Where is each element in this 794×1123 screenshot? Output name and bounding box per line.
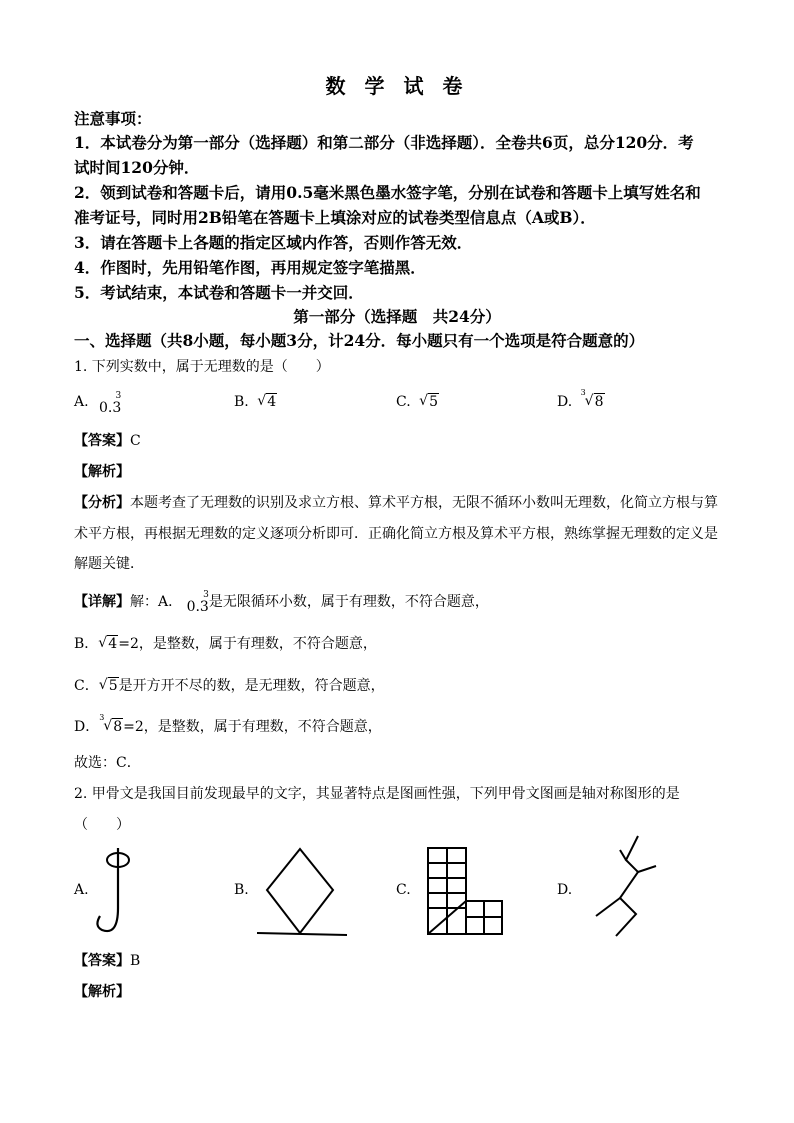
q1-detail-a <box>74 590 489 615</box>
notice-item: 1．本试卷分为第一部分（选择题）和第二部分（非选择题）．全卷共6页，总分120分．考 <box>74 133 694 152</box>
question-2-stem: 2. 甲骨文是我国目前发现最早的文字，其显著特点是图画性强，下列甲骨文图画是轴对称图形的是 <box>74 786 680 802</box>
notice-item: 3．请在答题卡上各题的指定区域内作答，否则作答无效． <box>74 233 473 252</box>
radicand: 8 <box>113 719 123 735</box>
q2-option-d-label: D. <box>557 882 573 898</box>
question-2-stem: （ ） <box>74 817 130 833</box>
radicand: 5 <box>429 394 439 410</box>
option-label: D. <box>557 394 573 410</box>
option-label: B. <box>234 394 249 410</box>
detail-intro: 解：A． <box>130 594 183 610</box>
q1-conclusion: 故选：C． <box>74 755 141 771</box>
notice-item: 2．领到试卷和答题卡后，请用0.5毫米黑色墨水签字笔，分别在试卷和答题卡上填写姓名和 <box>74 183 701 202</box>
q2-option-c-figure <box>424 845 506 940</box>
cube-root-expression: 3 √ 8 <box>99 713 123 735</box>
radicand: 8 <box>594 394 604 410</box>
detail-text: 是无限循环小数，属于有理数，不符合题意， <box>208 594 489 610</box>
q1-analysis-tag: 【解析】 <box>74 464 130 480</box>
q1-option-b <box>234 394 277 410</box>
radicand: 4 <box>267 394 277 410</box>
question-1-stem: 1. 下列实数中，属于无理数的是（ ） <box>74 359 330 375</box>
q1-option-a <box>74 391 122 416</box>
q1-fenxi-line: 解题关键． <box>74 556 144 572</box>
q1-detail-d <box>74 713 382 736</box>
oracle-diamond <box>267 849 333 933</box>
notice-item: 准考证号，同时用2B铅笔在答题卡上填涂对应的试卷类型信息点（A或B）． <box>74 208 596 227</box>
repeat-dot: 3 <box>115 391 122 401</box>
part-one-title: 第一部分（选择题 共24分） <box>293 307 501 326</box>
sqrt-expression: √ 5 <box>98 677 118 694</box>
sqrt-expression: √ 5 <box>419 393 439 410</box>
q1-detail-c <box>74 675 385 695</box>
fenxi-tag: 【分析】 <box>74 495 130 511</box>
q2-answer <box>74 950 140 970</box>
option-label: C. <box>396 394 411 410</box>
detail-label: B． <box>74 636 99 652</box>
detail-label: C． <box>74 678 99 694</box>
root-index: 3 <box>580 388 586 397</box>
answer-value: B <box>130 953 141 969</box>
q1-detail-b <box>74 633 377 653</box>
decimal-value: 0.3 <box>99 400 122 416</box>
oracle-baseline <box>257 933 347 935</box>
detail-text: =2，是整数，属于有理数，不符合题意， <box>118 636 377 652</box>
q2-analysis-tag: 【解析】 <box>74 984 130 1000</box>
radicand: 5 <box>108 678 118 694</box>
notice-heading: 注意事项： <box>74 109 152 128</box>
q2-option-b-label: B. <box>234 882 249 898</box>
detail-text: 是开方开不尽的数，是无理数，符合题意， <box>118 678 385 694</box>
oracle-stroke <box>620 850 626 860</box>
q1-answer <box>74 430 141 450</box>
decimal-value: 0.3 <box>186 599 209 615</box>
repeat-dot: 3 <box>203 590 209 600</box>
page-title: 数 学 试 卷 <box>325 74 469 98</box>
q2-option-d-figure <box>590 832 665 942</box>
answer-tag: 【答案】 <box>74 433 130 449</box>
q2-option-a-label: A. <box>74 882 89 898</box>
cube-root-expression: 3 √ 8 <box>580 388 604 410</box>
option-label: A. <box>74 394 89 410</box>
repeating-decimal <box>186 590 209 615</box>
detail-tag: 【详解】 <box>74 594 130 610</box>
oracle-zigzag <box>616 836 638 936</box>
q2-option-b-figure <box>255 845 350 940</box>
q2-option-a-figure <box>96 842 146 942</box>
notice-item: 试时间120分钟． <box>74 158 200 177</box>
oracle-stroke <box>596 898 620 916</box>
repeating-decimal <box>99 391 122 416</box>
q1-option-d <box>557 388 605 410</box>
answer-tag: 【答案】 <box>74 953 130 969</box>
notice-item: 5．考试结束，本试卷和答题卡一并交回． <box>74 283 364 302</box>
sqrt-expression: √ 4 <box>98 635 118 652</box>
section-one-title: 一、选择题（共8小题，每小题3分，计24分．每小题只有一个选项是符合题意的） <box>74 331 645 350</box>
q1-fenxi-line: 术平方根，再根据无理数的定义逐项分析即可．正确化简立方根及算术平方根，熟练掌握无理数的定义是 <box>74 526 718 542</box>
oracle-stroke <box>638 866 656 872</box>
notice-item: 4．作图时，先用铅笔作图，再用规定签字笔描黑． <box>74 258 426 277</box>
fenxi-text: 本题考查了无理数的识别及求立方根、算术平方根，无限不循环小数叫无理数，化简立方根与算 <box>130 495 718 511</box>
q1-fenxi-line <box>74 492 718 512</box>
detail-label: D． <box>74 719 100 735</box>
q1-option-c <box>396 394 439 410</box>
sqrt-expression: √ 4 <box>257 393 277 410</box>
detail-text: =2，是整数，属于有理数，不符合题意， <box>123 719 382 735</box>
root-index: 3 <box>99 713 105 722</box>
q2-option-c-label: C. <box>396 882 411 898</box>
answer-value: C <box>130 433 141 449</box>
radicand: 4 <box>108 636 118 652</box>
